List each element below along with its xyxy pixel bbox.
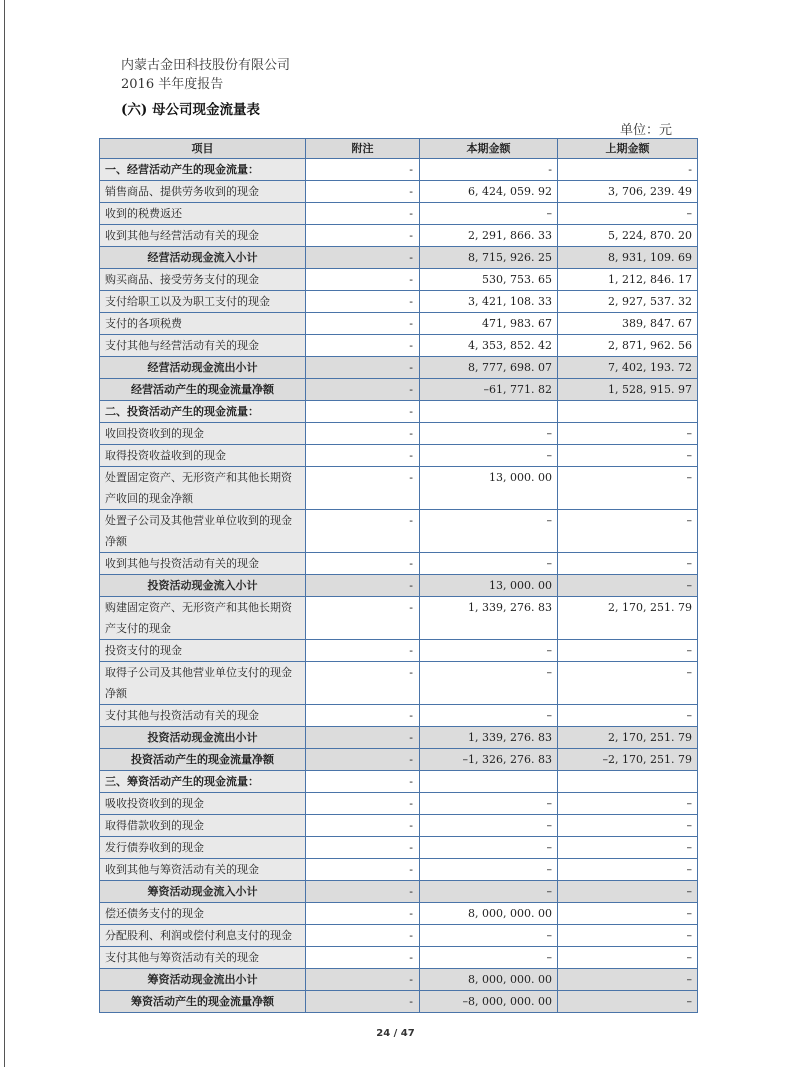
row-prior-amount-cell: – — [558, 947, 698, 969]
row-prior-amount-cell: –2, 170, 251. 79 — [558, 749, 698, 771]
row-prior-amount-cell: – — [558, 969, 698, 991]
row-item-cell: 支付其他与投资活动有关的现金 — [100, 705, 306, 727]
row-item-cell: 经营活动现金流入小计 — [100, 247, 306, 269]
row-note-cell: - — [306, 575, 420, 597]
row-note-cell: - — [306, 247, 420, 269]
row-item-cell: 取得借款收到的现金 — [100, 815, 306, 837]
row-prior-amount-cell: – — [558, 662, 698, 705]
column-header-item: 项目 — [100, 139, 306, 159]
row-current-amount-cell: –1, 326, 276. 83 — [420, 749, 558, 771]
row-note-cell: - — [306, 705, 420, 727]
section-header-row — [100, 771, 698, 793]
row-prior-amount-cell: – — [558, 837, 698, 859]
table-row — [100, 423, 698, 445]
row-prior-amount-cell — [558, 771, 698, 793]
row-item-cell: 发行债券收到的现金 — [100, 837, 306, 859]
row-item-cell: 筹资活动现金流入小计 — [100, 881, 306, 903]
table-row — [100, 291, 698, 313]
row-note-cell: - — [306, 181, 420, 203]
table-row — [100, 225, 698, 247]
row-note-cell: - — [306, 379, 420, 401]
table-row — [100, 467, 698, 510]
row-prior-amount-cell: – — [558, 203, 698, 225]
table-row — [100, 793, 698, 815]
section-header-row — [100, 401, 698, 423]
row-current-amount-cell: 8, 000, 000. 00 — [420, 903, 558, 925]
subtotal-row — [100, 379, 698, 401]
row-current-amount-cell: 3, 421, 108. 33 — [420, 291, 558, 313]
row-item-cell: 购买商品、接受劳务支付的现金 — [100, 269, 306, 291]
row-current-amount-cell — [420, 401, 558, 423]
row-prior-amount-cell: 8, 931, 109. 69 — [558, 247, 698, 269]
row-current-amount-cell: 6, 424, 059. 92 — [420, 181, 558, 203]
row-note-cell: - — [306, 225, 420, 247]
row-note-cell: - — [306, 423, 420, 445]
row-current-amount-cell: – — [420, 793, 558, 815]
row-prior-amount-cell: 1, 212, 846. 17 — [558, 269, 698, 291]
row-current-amount-cell: – — [420, 881, 558, 903]
subtotal-row — [100, 727, 698, 749]
row-prior-amount-cell: - — [558, 159, 698, 181]
row-item-cell: 销售商品、提供劳务收到的现金 — [100, 181, 306, 203]
column-header-note: 附注 — [306, 139, 420, 159]
row-item-cell: 吸收投资收到的现金 — [100, 793, 306, 815]
row-prior-amount-cell: – — [558, 705, 698, 727]
table-row — [100, 640, 698, 662]
subtotal-row — [100, 749, 698, 771]
report-title: 2016 半年度报告 — [121, 77, 224, 92]
row-current-amount-cell: – — [420, 423, 558, 445]
table-row — [100, 925, 698, 947]
row-note-cell: - — [306, 467, 420, 510]
cash-flow-table — [99, 138, 698, 1013]
row-current-amount-cell: 8, 000, 000. 00 — [420, 969, 558, 991]
row-prior-amount-cell: – — [558, 467, 698, 510]
row-note-cell: - — [306, 881, 420, 903]
row-current-amount-cell: 471, 983. 67 — [420, 313, 558, 335]
row-item-cell: 取得投资收益收到的现金 — [100, 445, 306, 467]
row-note-cell: - — [306, 969, 420, 991]
row-prior-amount-cell — [558, 401, 698, 423]
row-prior-amount-cell: – — [558, 991, 698, 1013]
row-note-cell: - — [306, 269, 420, 291]
row-prior-amount-cell: 2, 927, 537. 32 — [558, 291, 698, 313]
row-item-cell: 收到其他与投资活动有关的现金 — [100, 553, 306, 575]
row-prior-amount-cell: – — [558, 640, 698, 662]
row-prior-amount-cell: 2, 170, 251. 79 — [558, 727, 698, 749]
row-current-amount-cell: – — [420, 859, 558, 881]
row-item-cell: 一、经营活动产生的现金流量： — [100, 159, 306, 181]
row-prior-amount-cell: – — [558, 553, 698, 575]
subtotal-row — [100, 247, 698, 269]
row-note-cell: - — [306, 815, 420, 837]
row-current-amount-cell: 8, 777, 698. 07 — [420, 357, 558, 379]
row-note-cell: - — [306, 925, 420, 947]
row-current-amount-cell: 13, 000. 00 — [420, 575, 558, 597]
section-title: (六) 母公司现金流量表 — [121, 102, 260, 118]
row-note-cell: - — [306, 313, 420, 335]
section-header-row — [100, 159, 698, 181]
row-item-cell: 收到的税费返还 — [100, 203, 306, 225]
table-row — [100, 335, 698, 357]
row-item-cell: 三、筹资活动产生的现金流量： — [100, 771, 306, 793]
table-header-row — [100, 139, 698, 159]
row-item-cell: 收到其他与经营活动有关的现金 — [100, 225, 306, 247]
table-row — [100, 705, 698, 727]
row-current-amount-cell: – — [420, 925, 558, 947]
row-current-amount-cell: – — [420, 445, 558, 467]
row-item-cell: 投资活动现金流入小计 — [100, 575, 306, 597]
table-row — [100, 203, 698, 225]
row-note-cell: - — [306, 335, 420, 357]
subtotal-row — [100, 575, 698, 597]
row-item-cell: 支付的各项税费 — [100, 313, 306, 335]
row-note-cell: - — [306, 793, 420, 815]
subtotal-row — [100, 991, 698, 1013]
row-current-amount-cell: 13, 000. 00 — [420, 467, 558, 510]
table-row — [100, 837, 698, 859]
row-current-amount-cell: – — [420, 837, 558, 859]
row-prior-amount-cell: – — [558, 445, 698, 467]
table-row — [100, 553, 698, 575]
table-row — [100, 947, 698, 969]
table-row — [100, 510, 698, 553]
row-item-cell: 支付给职工以及为职工支付的现金 — [100, 291, 306, 313]
table-row — [100, 859, 698, 881]
row-item-cell: 支付其他与经营活动有关的现金 — [100, 335, 306, 357]
row-item-cell: 处置固定资产、无形资产和其他长期资产收回的现金净额 — [100, 467, 306, 510]
row-note-cell: - — [306, 749, 420, 771]
row-current-amount-cell: – — [420, 705, 558, 727]
row-prior-amount-cell: – — [558, 859, 698, 881]
subtotal-row — [100, 881, 698, 903]
row-current-amount-cell: – — [420, 640, 558, 662]
row-note-cell: - — [306, 662, 420, 705]
row-prior-amount-cell: – — [558, 925, 698, 947]
row-note-cell: - — [306, 445, 420, 467]
row-note-cell: - — [306, 903, 420, 925]
page-left-border — [4, 0, 5, 1067]
page-number: 24 / 47 — [376, 1028, 415, 1039]
company-name: 内蒙古金田科技股份有限公司 — [121, 58, 291, 73]
row-note-cell: - — [306, 991, 420, 1013]
row-prior-amount-cell: 5, 224, 870. 20 — [558, 225, 698, 247]
row-prior-amount-cell: 2, 871, 962. 56 — [558, 335, 698, 357]
row-item-cell: 偿还债务支付的现金 — [100, 903, 306, 925]
row-item-cell: 筹资活动现金流出小计 — [100, 969, 306, 991]
row-current-amount-cell: – — [420, 662, 558, 705]
row-note-cell: - — [306, 401, 420, 423]
row-current-amount-cell: – — [420, 815, 558, 837]
row-current-amount-cell: –61, 771. 82 — [420, 379, 558, 401]
row-prior-amount-cell: – — [558, 510, 698, 553]
row-prior-amount-cell: – — [558, 881, 698, 903]
column-header-current: 本期金额 — [420, 139, 558, 159]
row-note-cell: - — [306, 859, 420, 881]
row-item-cell: 收回投资收到的现金 — [100, 423, 306, 445]
row-current-amount-cell: 1, 339, 276. 83 — [420, 727, 558, 749]
row-prior-amount-cell: – — [558, 815, 698, 837]
table-row — [100, 903, 698, 925]
table-row — [100, 181, 698, 203]
row-prior-amount-cell: 7, 402, 193. 72 — [558, 357, 698, 379]
row-item-cell: 支付其他与筹资活动有关的现金 — [100, 947, 306, 969]
row-prior-amount-cell: 2, 170, 251. 79 — [558, 597, 698, 640]
row-item-cell: 筹资活动产生的现金流量净额 — [100, 991, 306, 1013]
table-row — [100, 815, 698, 837]
row-prior-amount-cell: 3, 706, 239. 49 — [558, 181, 698, 203]
row-item-cell: 投资活动现金流出小计 — [100, 727, 306, 749]
row-item-cell: 取得子公司及其他营业单位支付的现金净额 — [100, 662, 306, 705]
row-item-cell: 投资支付的现金 — [100, 640, 306, 662]
row-prior-amount-cell: – — [558, 793, 698, 815]
row-current-amount-cell: – — [420, 203, 558, 225]
row-current-amount-cell: –8, 000, 000. 00 — [420, 991, 558, 1013]
row-current-amount-cell: - — [420, 159, 558, 181]
row-current-amount-cell: 8, 715, 926. 25 — [420, 247, 558, 269]
row-current-amount-cell: 1, 339, 276. 83 — [420, 597, 558, 640]
row-current-amount-cell: – — [420, 947, 558, 969]
row-current-amount-cell: – — [420, 553, 558, 575]
unit-label: 单位：元 — [620, 123, 673, 138]
row-current-amount-cell — [420, 771, 558, 793]
row-note-cell: - — [306, 159, 420, 181]
row-item-cell: 收到其他与筹资活动有关的现金 — [100, 859, 306, 881]
row-current-amount-cell: 2, 291, 866. 33 — [420, 225, 558, 247]
row-item-cell: 分配股利、利润或偿付利息支付的现金 — [100, 925, 306, 947]
table-row — [100, 445, 698, 467]
row-item-cell: 投资活动产生的现金流量净额 — [100, 749, 306, 771]
row-prior-amount-cell: 389, 847. 67 — [558, 313, 698, 335]
table-body — [100, 159, 698, 1013]
row-item-cell: 经营活动产生的现金流量净额 — [100, 379, 306, 401]
row-item-cell: 处置子公司及其他营业单位收到的现金净额 — [100, 510, 306, 553]
row-note-cell: - — [306, 291, 420, 313]
row-current-amount-cell: – — [420, 510, 558, 553]
row-note-cell: - — [306, 727, 420, 749]
row-item-cell: 经营活动现金流出小计 — [100, 357, 306, 379]
table-row — [100, 313, 698, 335]
row-note-cell: - — [306, 837, 420, 859]
row-note-cell: - — [306, 597, 420, 640]
row-note-cell: - — [306, 510, 420, 553]
row-prior-amount-cell: – — [558, 903, 698, 925]
table-row — [100, 269, 698, 291]
row-item-cell: 购建固定资产、无形资产和其他长期资产支付的现金 — [100, 597, 306, 640]
row-note-cell: - — [306, 771, 420, 793]
row-note-cell: - — [306, 640, 420, 662]
row-item-cell: 二、投资活动产生的现金流量： — [100, 401, 306, 423]
subtotal-row — [100, 357, 698, 379]
row-note-cell: - — [306, 947, 420, 969]
row-note-cell: - — [306, 203, 420, 225]
table-row — [100, 662, 698, 705]
row-current-amount-cell: 530, 753. 65 — [420, 269, 558, 291]
row-prior-amount-cell: – — [558, 423, 698, 445]
column-header-prior: 上期金额 — [558, 139, 698, 159]
row-prior-amount-cell: 1, 528, 915. 97 — [558, 379, 698, 401]
row-current-amount-cell: 4, 353, 852. 42 — [420, 335, 558, 357]
row-prior-amount-cell: – — [558, 575, 698, 597]
row-note-cell: - — [306, 553, 420, 575]
subtotal-row — [100, 969, 698, 991]
table-row — [100, 597, 698, 640]
row-note-cell: - — [306, 357, 420, 379]
